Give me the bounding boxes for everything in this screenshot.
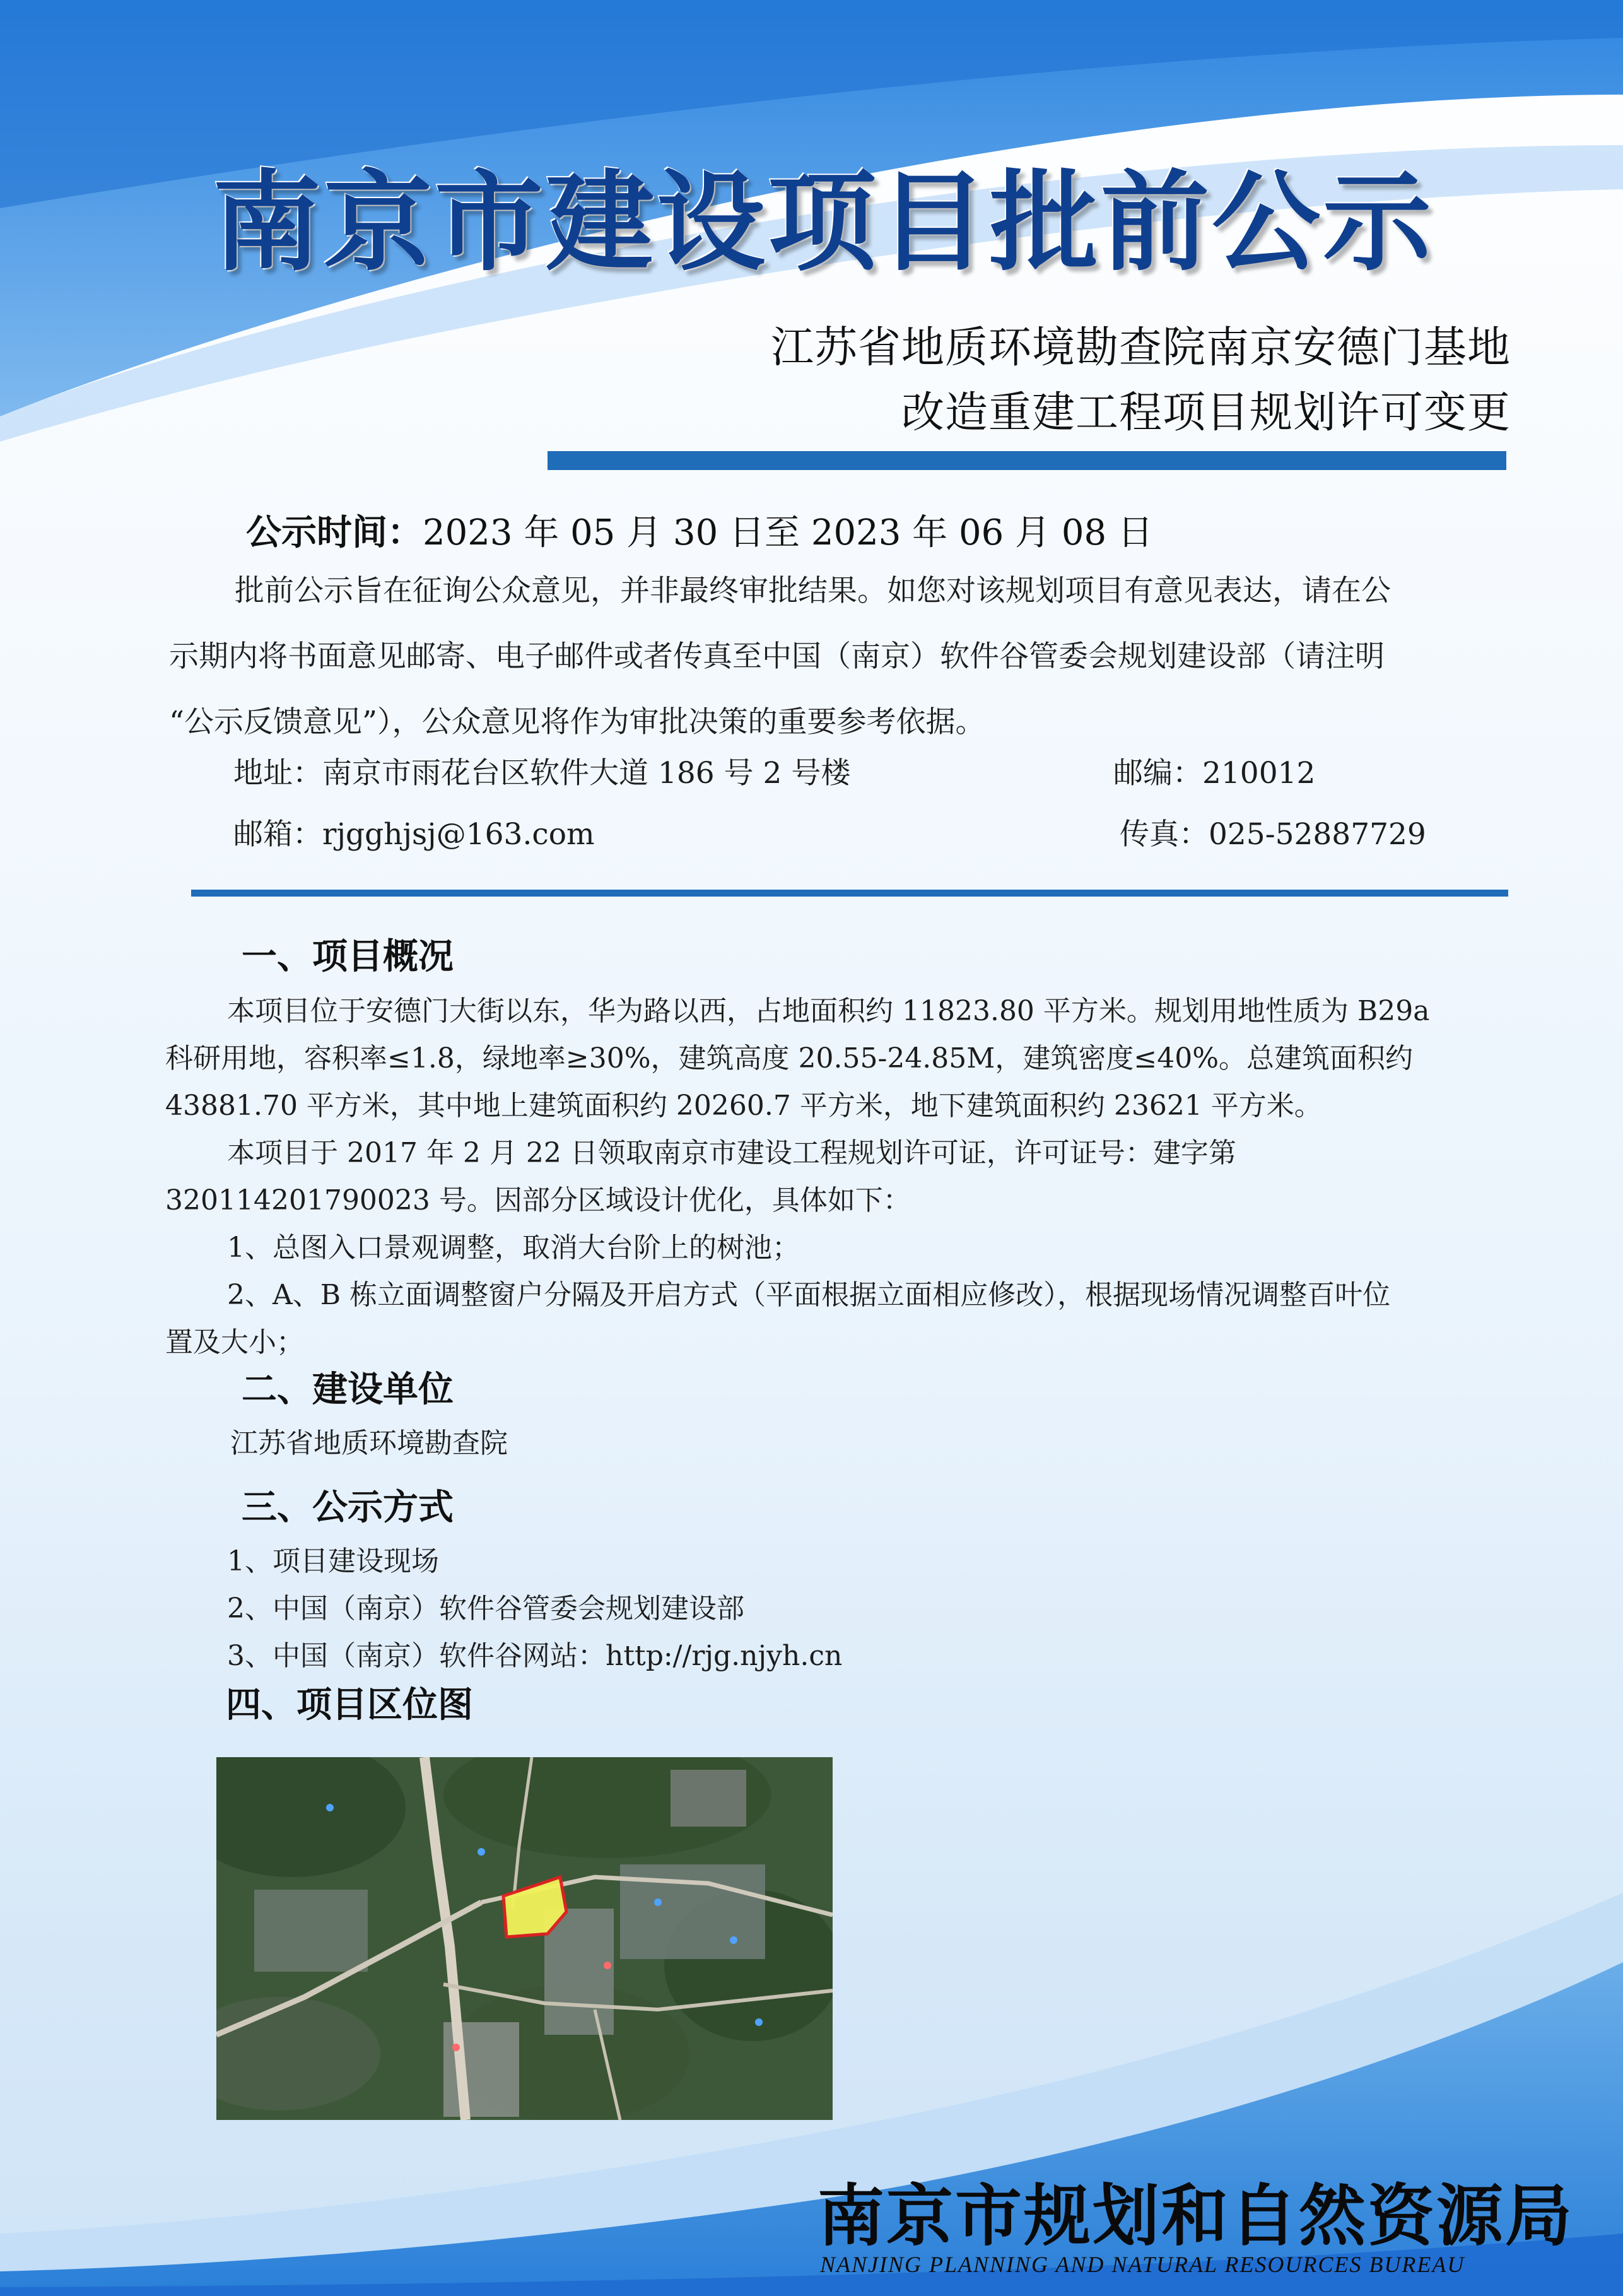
- overview-line: 43881.70 平方米，其中地上建筑面积约 20260.7 平方米，地下建筑面积约 23621 平方米。: [165, 1090, 1322, 1122]
- satellite-map-image: [216, 1757, 833, 2120]
- overview-line: 本项目于 2017 年 2 月 22 日领取南京市建设工程规划许可证，许可证号：建字第: [227, 1137, 1236, 1169]
- heading-method: 三、公示方式: [242, 1487, 454, 1528]
- subtitle-line-2: 改造重建工程项目规划许可变更: [901, 388, 1511, 438]
- overview-body: [165, 987, 1521, 1366]
- bureau-name-en: NANJING PLANNING AND NATURAL RESOURCES BUREAU: [820, 2252, 1465, 2277]
- section-divider: [191, 890, 1508, 897]
- page-title: 南京市建设项目批前公示: [213, 158, 1434, 286]
- subtitle-line-1: 江苏省地质环境勘查院南京安德门基地: [770, 323, 1511, 373]
- period-value: 2023 年 05 月 30 日至 2023 年 06 月 08 日: [423, 512, 1153, 553]
- heading-overview: 一、项目概况: [242, 936, 454, 977]
- contact-postcode: 邮编：210012: [1113, 756, 1316, 791]
- method-item[interactable]: 3、中国（南京）软件谷网站：http://rjg.njyh.cn: [227, 1640, 843, 1672]
- intro-line-3: “公示反馈意见”），公众意见将作为审批决策的重要参考依据。: [169, 705, 985, 739]
- intro-line-2: 示期内将书面意见邮寄、电子邮件或者传真至中国（南京）软件谷管委会规划建设部（请注明: [169, 639, 1385, 674]
- overview-line: 本项目位于安德门大街以东，华为路以西，占地面积约 11823.80 平方米。规划用地性质为 B29a: [227, 995, 1430, 1027]
- method-item: 1、项目建设现场: [227, 1545, 439, 1577]
- intro-paragraph: [169, 558, 1519, 755]
- intro-line-1: 批前公示旨在征询公众意见，并非最终审批结果。如您对该规划项目有意见表达，请在公: [235, 574, 1391, 608]
- overview-line: 2、A、B 栋立面调整窗户分隔及开启方式（平面根据立面相应修改），根据现场情况调整百叶位: [227, 1279, 1391, 1311]
- overview-line: 科研用地，容积率≤1.8，绿地率≥30%，建筑高度 20.55-24.85M，建筑密度≤40%。总建筑面积约: [165, 1042, 1413, 1074]
- period-label: 公示时间：: [246, 512, 423, 553]
- method-list: [227, 1538, 842, 1680]
- heading-builder: 二、建设单位: [242, 1369, 454, 1410]
- contact-fax: 传真：025-52887729: [1120, 817, 1426, 852]
- overview-line: 1、总图入口景观调整，取消大台阶上的树池；: [227, 1232, 800, 1264]
- method-item: 2、中国（南京）软件谷管委会规划建设部: [227, 1592, 744, 1625]
- location-map: [216, 1757, 833, 2120]
- notice-period: [246, 505, 1153, 555]
- contact-address: 地址：南京市雨花台区软件大道 186 号 2 号楼: [233, 756, 851, 791]
- builder-name: 江苏省地质环境勘查院: [230, 1427, 508, 1459]
- contact-email[interactable]: 邮箱：rjgghjsj@163.com: [233, 817, 595, 852]
- heading-location: 四、项目区位图: [226, 1685, 473, 1726]
- project-subtitle: [771, 315, 1511, 445]
- bureau-name-cn: 南京市规划和自然资源局: [817, 2176, 1574, 2255]
- overview-line: 320114201790023 号。因部分区域设计优化，具体如下：: [165, 1184, 911, 1216]
- title-divider: [548, 451, 1506, 470]
- overview-line: 置及大小；: [165, 1326, 304, 1358]
